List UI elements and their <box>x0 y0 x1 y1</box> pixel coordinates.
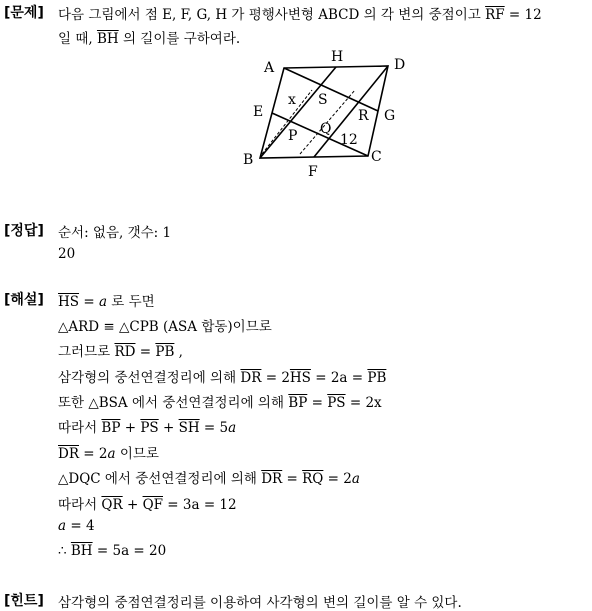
label-p: P <box>288 128 298 144</box>
solution-line-3: 그러므로 $\overline{RD} = \overline{PB}$ , <box>58 344 183 360</box>
solution-line-7: $\overline{DR} = 2a$ 이므로 <box>58 446 159 462</box>
label-a: A <box>264 60 275 76</box>
label-h: H <box>331 49 344 65</box>
solution-line-2: △ARD ≡ △CPB (ASA 합동)이므로 <box>58 319 272 335</box>
label-g: G <box>384 108 396 124</box>
problem-line-1: 다음 그림에서 점 E, F, G, H 가 평행사변형 ABCD 의 각 변의 중점이고 $\overline{RF} = 12$ <box>58 7 542 23</box>
parallelogram-figure <box>240 46 420 180</box>
solution-line-4: 삼각형의 중선연결정리에 의해 $\overline{DR} = 2\overline{HS} = 2a = \overline{PB}$ <box>58 370 387 386</box>
label-f: F <box>308 164 318 180</box>
hint-line: 삼각형의 중점연결정리를 이용하여 사각형의 변의 길이를 알 수 있다. <box>58 595 462 611</box>
solution-line-6: 따라서 $\overline{BP} + \overline{PS} + \overline{SH} = 5a$ <box>58 420 237 436</box>
label-d: D <box>394 57 406 73</box>
solution-line-11: ∴ $\overline{BH} = 5a = 20$ <box>58 543 167 559</box>
solution-line-1: $\overline{HS} = a$ 로 두면 <box>58 294 155 310</box>
solution-line-5: 또한 △BSA 에서 중선연결정리에 의해 $\overline{BP} = \overline{PS} = 2x$ <box>58 395 382 411</box>
label-r: R <box>358 108 369 124</box>
problem-line-2: 일 때, $\overline{BH}$ 의 길이를 구하여라. <box>58 31 241 47</box>
answer-line-1: 순서: 없음, 갯수: 1 <box>58 225 172 241</box>
solution-line-8: △DQC 에서 중선연결정리에 의해 $\overline{DR} = \overline{RQ} = 2a$ <box>58 471 360 487</box>
answer-line-2: 20 <box>58 246 76 262</box>
label-q: Q <box>320 121 332 137</box>
label-b: B <box>243 152 254 168</box>
label-twelve: 12 <box>340 132 358 148</box>
label-e: E <box>253 104 264 120</box>
label-s: S <box>318 92 328 108</box>
solution-line-10: a = 4 <box>58 518 95 534</box>
hint-tag: [힌트] <box>4 593 44 609</box>
problem-tag: [문제] <box>4 5 44 21</box>
label-x: x <box>288 92 296 108</box>
solution-line-9: 따라서 $\overline{QR} + \overline{QF} = 3a = 12$ <box>58 497 237 513</box>
solution-tag: [해설] <box>4 292 44 308</box>
answer-tag: [정답] <box>4 223 44 239</box>
segment-ag <box>284 68 378 111</box>
label-c: C <box>371 149 382 165</box>
